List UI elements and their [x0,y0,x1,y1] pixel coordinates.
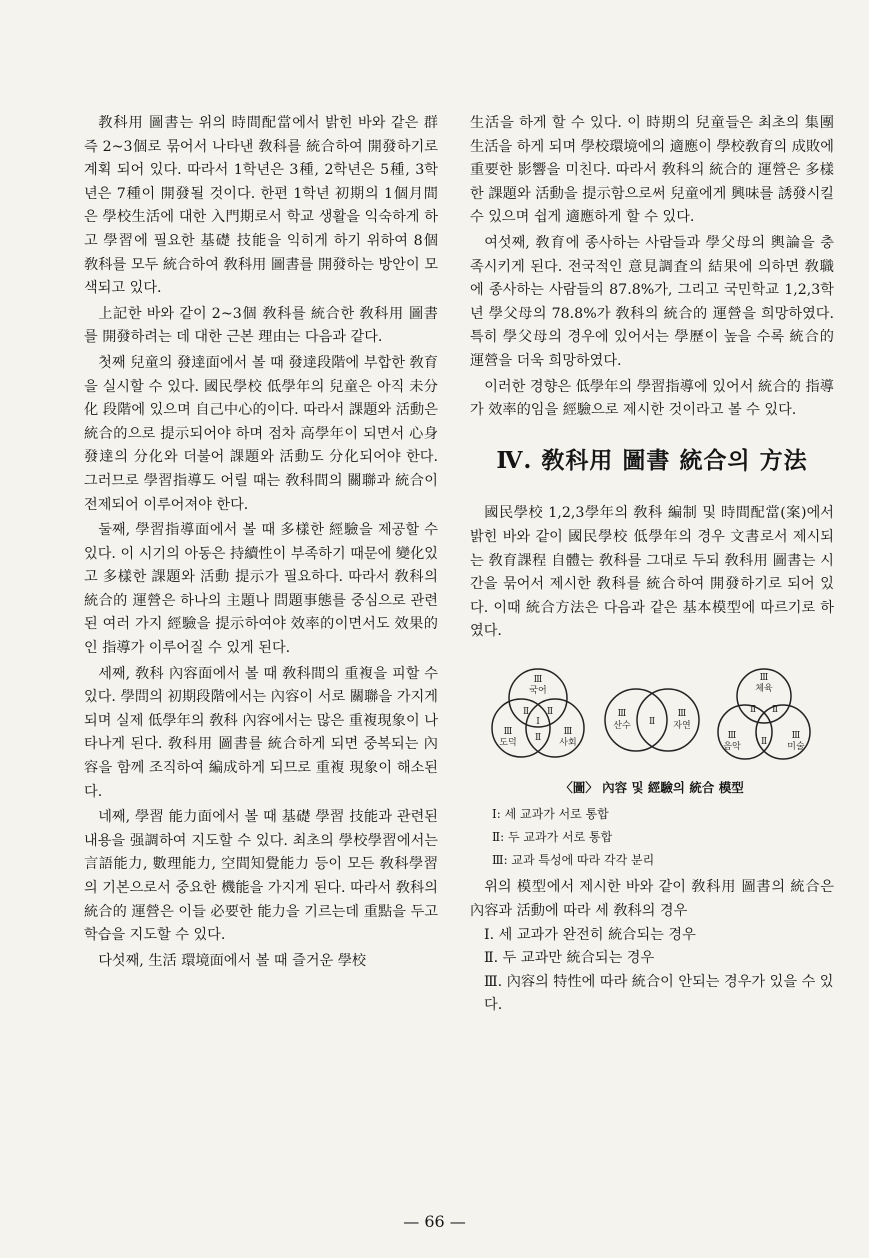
paragraph: 國民學校 1,2,3學年의 敎科 編制 및 時間配當(案)에서 밝힌 바와 같이 國民學校 低學年의 경우 文書로서 제시되는 敎育課程 自體는 敎科를 그대로 두되 敎科用 圖書는 시간을 묶어서 제시한 敎科를 統合하여 開發하기로 되어 있다. 이때 統合方法은 다음과 같은 基本模型에 따르기로 하였다. [470,505,834,640]
venn-circle [492,699,550,757]
roman-label: Ⅲ [533,674,543,685]
roman-label: Ⅱ [760,736,768,747]
integration-model-figure [470,660,834,800]
subject-label: 음악 [723,741,741,752]
paragraph: 教科用 圖書는 위의 時間配當에서 밝힌 바와 같은 群 즉 2~3個로 묶어서 나타낸 敎科를 統合하여 開發하기로 계획 되어 있다. 따라서 1학년은 3種, 2학년은 5種, 3학년은 7種이 開發될 것이다. 한편 1학년 初期의 1個月間은 學校生活에 대한 入門期로서 학교 생활을 익숙하게 하고 學習에 필요한 基礎 技能을 익히게 하기 위하여 8個 敎科를 모두 統合하여 敎科用 圖書를 開發하는 방안이 모색되고 있다. [84,115,438,297]
subject-label: 산수 [613,720,631,731]
legend-item: Ⅲ: 교과 특성에 따라 각각 분리 [492,853,655,868]
roman-label: Ⅲ [677,708,687,719]
paragraph: 둘째, 學習指導面에서 볼 때 多樣한 經驗을 제공할 수 있다. 이 시기의 아동은 持續性이 부족하기 때문에 變化있고 多樣한 課題와 活動 提示가 필요하다. 따라서 敎科의 統合的 運營은 하나의 主題나 問題事態를 중심으로 관련된 여러 가지 經驗을 提示하여야 效率的이면서도 效果的인 指導가 이루어질 수 있게 된다. [84,522,438,657]
case-item: Ⅰ. 세 교과가 완전히 統合되는 경우 [484,926,696,943]
left-column [84,112,438,973]
legend-item: Ⅰ: 세 교과가 서로 통합 [492,807,609,822]
roman-label: Ⅱ [534,732,542,743]
paragraph: 세째, 敎科 內容面에서 볼 때 敎科間의 重複을 피할 수 있다. 學問의 初期段階에서는 內容이 서로 關聯을 가지게 되며 실제 低學年의 敎科 內容에서는 많은 重複現象이 나타나게 된다. 敎科用 圖書를 統合하게 되면 중복되는 內容을 함께 조직하여 編成하게 되므로 重複 現象이 해소된다. [84,665,438,800]
paragraph: 네째, 學習 能力面에서 볼 때 基礎 學習 技能과 관련된 내용을 强調하여 지도할 수 있다. 최초의 學校學習에서는 言語能力, 數理能力, 空間知覺能力 등이 모든 敎科學習의 기본으로서 중요한 機能을 가지게 된다. 따라서 敎科의 統合的 運營은 이들 必要한 能力을 기르는데 重點을 두고 학습을 지도할 수 있다. [84,809,438,944]
roman-label: Ⅲ [791,730,801,741]
page-number: — 66 — [403,1212,466,1231]
roman-label: Ⅲ [727,730,737,741]
paragraph: 上記한 바와 같이 2~3個 敎科를 統合한 敎科用 圖書를 開發하려는 데 대한 근본 理由는 다음과 같다. [84,305,438,346]
right-column [470,112,834,1018]
venn-circle [526,699,584,757]
roman-label: Ⅲ [617,708,627,719]
roman-label: Ⅲ [503,726,513,737]
paragraph: 위의 模型에서 제시한 바와 같이 敎科用 圖書의 統合은 內容과 活動에 따라 세 敎科의 경우 [470,879,834,920]
paragraph: 다섯째, 生活 環境面에서 볼 때 즐거운 學校 [98,952,367,969]
case-item: Ⅲ. 內容의 特性에 따라 統合이 안되는 경우가 있을 수 있다. [484,973,834,1014]
roman-label: Ⅰ [536,716,540,727]
roman-label: Ⅲ [759,672,769,683]
roman-label: Ⅱ [522,706,530,717]
venn-circle [637,689,699,751]
roman-label: Ⅱ [546,706,554,717]
cases-list [484,924,834,1018]
paragraph: 여섯째, 敎育에 종사하는 사람들과 學父母의 輿論을 충족시키게 된다. 전국적인 意見調査의 結果에 의하면 敎職에 종사하는 사람들의 87.8%가, 그리고 국민학교 1,2,3학년 學父母의 78.8%가 敎科의 統合的 運營을 희망하였다. 특히 學父母의 경우에 있어서는 學歷이 높을 수록 統合的 運營을 더욱 희망하였다. [470,234,834,369]
subject-label: 자연 [673,720,691,731]
subject-label: 체육 [755,683,773,694]
case-item: Ⅱ. 두 교과만 統合되는 경우 [484,950,655,967]
paragraph: 이러한 경향은 低學年의 學習指導에 있어서 統合的 指導가 效率的임을 經驗으로 제시한 것이라고 볼 수 있다. [470,378,834,419]
subject-label: 국어 [529,685,547,696]
subject-label: 사회 [559,737,577,748]
subject-label: 미술 [787,741,805,752]
venn-diagrams [470,660,834,772]
legend-item: Ⅱ: 두 교과가 서로 통합 [492,830,613,845]
roman-label: Ⅲ [563,726,573,737]
subject-label: 도덕 [499,737,517,748]
figure-legend [492,803,834,872]
paragraph: 生活을 하게 할 수 있다. 이 時期의 兒童들은 최초의 集團生活을 하게 되며 學校環境에의 適應이 學校敎育의 成敗에 重要한 影響을 미친다. 따라서 敎科의 統合的 運營은 多樣한 課題와 活動을 提示함으로써 兒童에게 興味를 誘發시킬 수 있으며 쉽게 適應하게 할 수 있다. [470,115,834,226]
figure-caption: 〈圖〉 內容 및 經驗의 統合 模型 [560,779,744,795]
roman-label: Ⅱ [771,704,779,715]
roman-label: Ⅱ [749,704,757,715]
section-heading: Ⅳ. 敎科用 圖書 統合의 方法 [496,446,808,474]
venn-circle [605,689,667,751]
roman-label: Ⅱ [648,716,656,727]
paragraph: 첫째 兒童의 發達面에서 볼 때 發達段階에 부합한 敎育을 실시할 수 있다. 國民學校 低學年의 兒童은 아직 未分化 段階에 있으며 自己中心的이다. 따라서 課題와 活動은 統合的으로 提示되어야 하며 점차 高學年이 되면서 心身發達의 分化와 더불어 課題와 活動도 分化되어야 한다. 그러므로 學習指導도 어릴 때는 敎科間의 關聯과 統合이 전제되어 이루어져야 한다. [84,354,438,513]
